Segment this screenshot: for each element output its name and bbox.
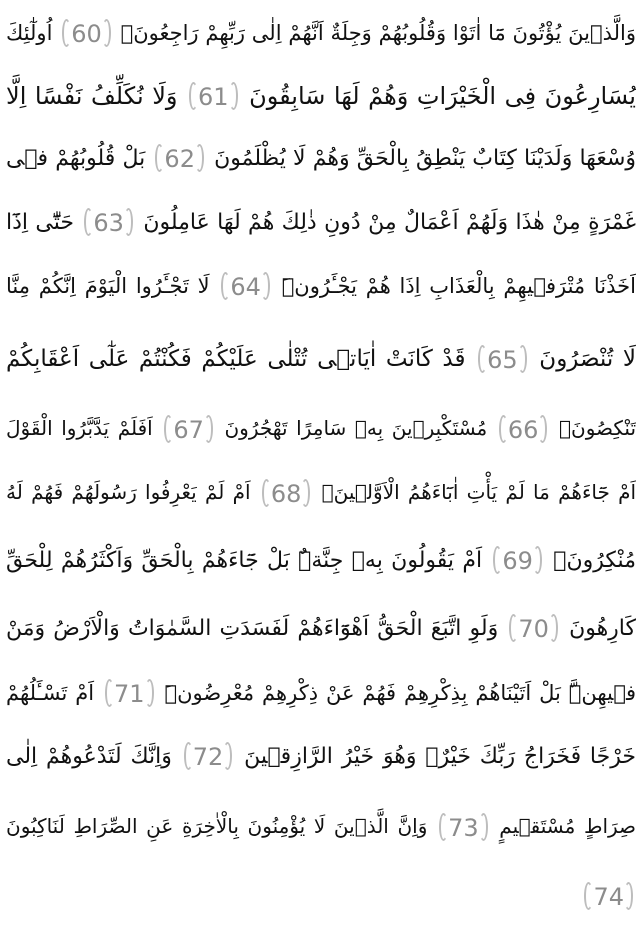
verse-line	[6, 194, 636, 252]
verse-text: تَنْكِصُونَۙ	[559, 416, 636, 440]
ayah-number-marker: 70	[509, 609, 558, 649]
ayah-number-marker: 63	[84, 203, 133, 243]
verse-line	[6, 67, 636, 125]
ayah-number-marker: 61	[189, 77, 238, 117]
verse-text: فٖيهِنَّۜ بَلْ اَتَيْنَاهُمْ بِذِكْرِهِمْ فَهُمْ عَنْ ذِكْرِهِمْ مُعْرِضُونَۜ	[164, 681, 636, 705]
verse-text: اُولٰٓئِكَ	[6, 21, 53, 45]
verse-line	[6, 797, 636, 855]
verse-text: لَا تُنْصَرُونَ	[539, 346, 636, 372]
verse-line	[6, 330, 636, 388]
verse-text: وَاِنَّكَ لَتَدْعُوهُمْ اِلٰى	[6, 744, 172, 769]
verse-text: وَلَا نُكَلِّفُ نَفْسًا اِلَّا	[6, 82, 178, 110]
verse-line	[6, 600, 636, 658]
verse-text: مُسْتَكْبِرٖينَ بِهٖ سَامِرًا تَهْجُرُونَ	[224, 416, 488, 440]
ayah-number-marker: 74	[584, 877, 633, 917]
verse-text: وُسْعَهَا وَلَدَيْنَا كِتَابٌ يَنْطِقُ بِالْحَقِّ وَهُمْ لَا يُظْلَمُونَ	[214, 146, 636, 171]
verse-text: اَخَذْنَا مُتْرَفٖيهِمْ بِالْعَذَابِ اِذَا هُمْ يَجْـَٔرُونَۜ	[281, 274, 636, 298]
verse-text: قَدْ كَانَتْ اٰيَاتٖى تُتْلٰى عَلَيْكُمْ فَكُنْتُمْ عَلٰٓى اَعْقَابِكُمْ	[6, 346, 466, 372]
verse-text: يُسَارِعُونَ فِى الْخَيْرَاتِ وَهُمْ لَهَا سَابِقُونَ	[249, 82, 636, 110]
verse-text: اَمْ لَمْ يَعْرِفُوا رَسُولَهُمْ فَهُمْ لَهُ	[6, 480, 251, 504]
ayah-number-marker: 71	[105, 674, 154, 714]
ayah-number-marker: 68	[262, 474, 311, 514]
verse-line	[6, 463, 636, 521]
ayah-number-marker: 62	[155, 139, 204, 179]
ayah-number-marker: 65	[478, 340, 527, 380]
verse-line	[6, 664, 636, 722]
verse-line	[6, 532, 636, 590]
ayah-number-marker: 73	[439, 808, 488, 848]
verse-line	[6, 867, 636, 925]
verse-text: خَرْجًا فَخَرَاجُ رَبِّكَ خَيْرٌۗ وَهُوَ خَيْرُ الرَّازِقٖينَ	[244, 744, 636, 769]
verse-text: اَمْ تَسْـَٔلُهُمْ	[6, 681, 95, 705]
verse-text: صِرَاطٍ مُسْتَقٖيمٍ	[499, 814, 636, 838]
verse-text: اَفَلَمْ يَدَّبَّرُوا الْقَوْلَ	[6, 416, 153, 440]
verse-line	[6, 130, 636, 188]
verse-line	[6, 257, 636, 315]
ayah-number-marker: 72	[184, 737, 233, 777]
verse-text: اَمْ جَٓاءَهُمْ مَا لَمْ يَأْتِ اٰبَٓاءَهُمُ الْاَوَّلٖينَۘ	[321, 480, 636, 504]
verse-text: اَمْ يَقُولُونَ بِهٖ جِنَّةٌۜ بَلْ جَٓاءَهُمْ بِالْحَقِّ وَاَكْثَرُهُمْ لِلْحَقِّ	[6, 548, 483, 573]
ayah-number-marker: 66	[499, 410, 548, 450]
verse-text: بَلْ قُلُوبُهُمْ فٖى	[6, 146, 146, 171]
verse-text: مُنْكِرُونَۘ	[553, 548, 636, 573]
verse-text: وَالَّذٖينَ يُؤْتُونَ مَٓا اٰتَوْا وَقُلُوبُهُمْ وَجِلَةٌ اَنَّهُمْ اِلٰى رَبِّهِمْ رَاجِعُونَۙ	[120, 21, 636, 45]
verse-line	[6, 4, 636, 62]
ayah-number-marker: 67	[164, 410, 213, 450]
ayah-number-marker: 64	[221, 267, 270, 307]
verse-text: وَاِنَّ الَّذٖينَ لَا يُؤْمِنُونَ بِالْاٰخِرَةِ عَنِ الصِّرَاطِ لَنَاكِبُونَ	[6, 814, 428, 838]
verse-text: وَلَوِ اتَّبَعَ الْحَقُّ اَهْوَٓاءَهُمْ لَفَسَدَتِ السَّمٰوَاتُ وَالْاَرْضُ وَمَنْ	[6, 616, 499, 641]
ayah-number-marker: 69	[493, 541, 542, 581]
verse-text: حَتّٰٓى اِذَٓا	[6, 210, 74, 235]
verse-text: غَمْرَةٍ مِنْ هٰذَا وَلَهُمْ اَعْمَالٌ مِنْ دُونِ ذٰلِكَ هُمْ لَهَا عَامِلُونَ	[143, 210, 636, 235]
verse-text: لَا تَجْـَٔرُوا الْيَوْمَ اِنَّكُمْ مِنَّا	[6, 274, 210, 298]
verse-line	[6, 728, 636, 786]
verse-line	[6, 399, 636, 457]
verse-text: كَارِهُونَ	[569, 616, 636, 641]
ayah-number-marker: 60	[62, 14, 111, 54]
